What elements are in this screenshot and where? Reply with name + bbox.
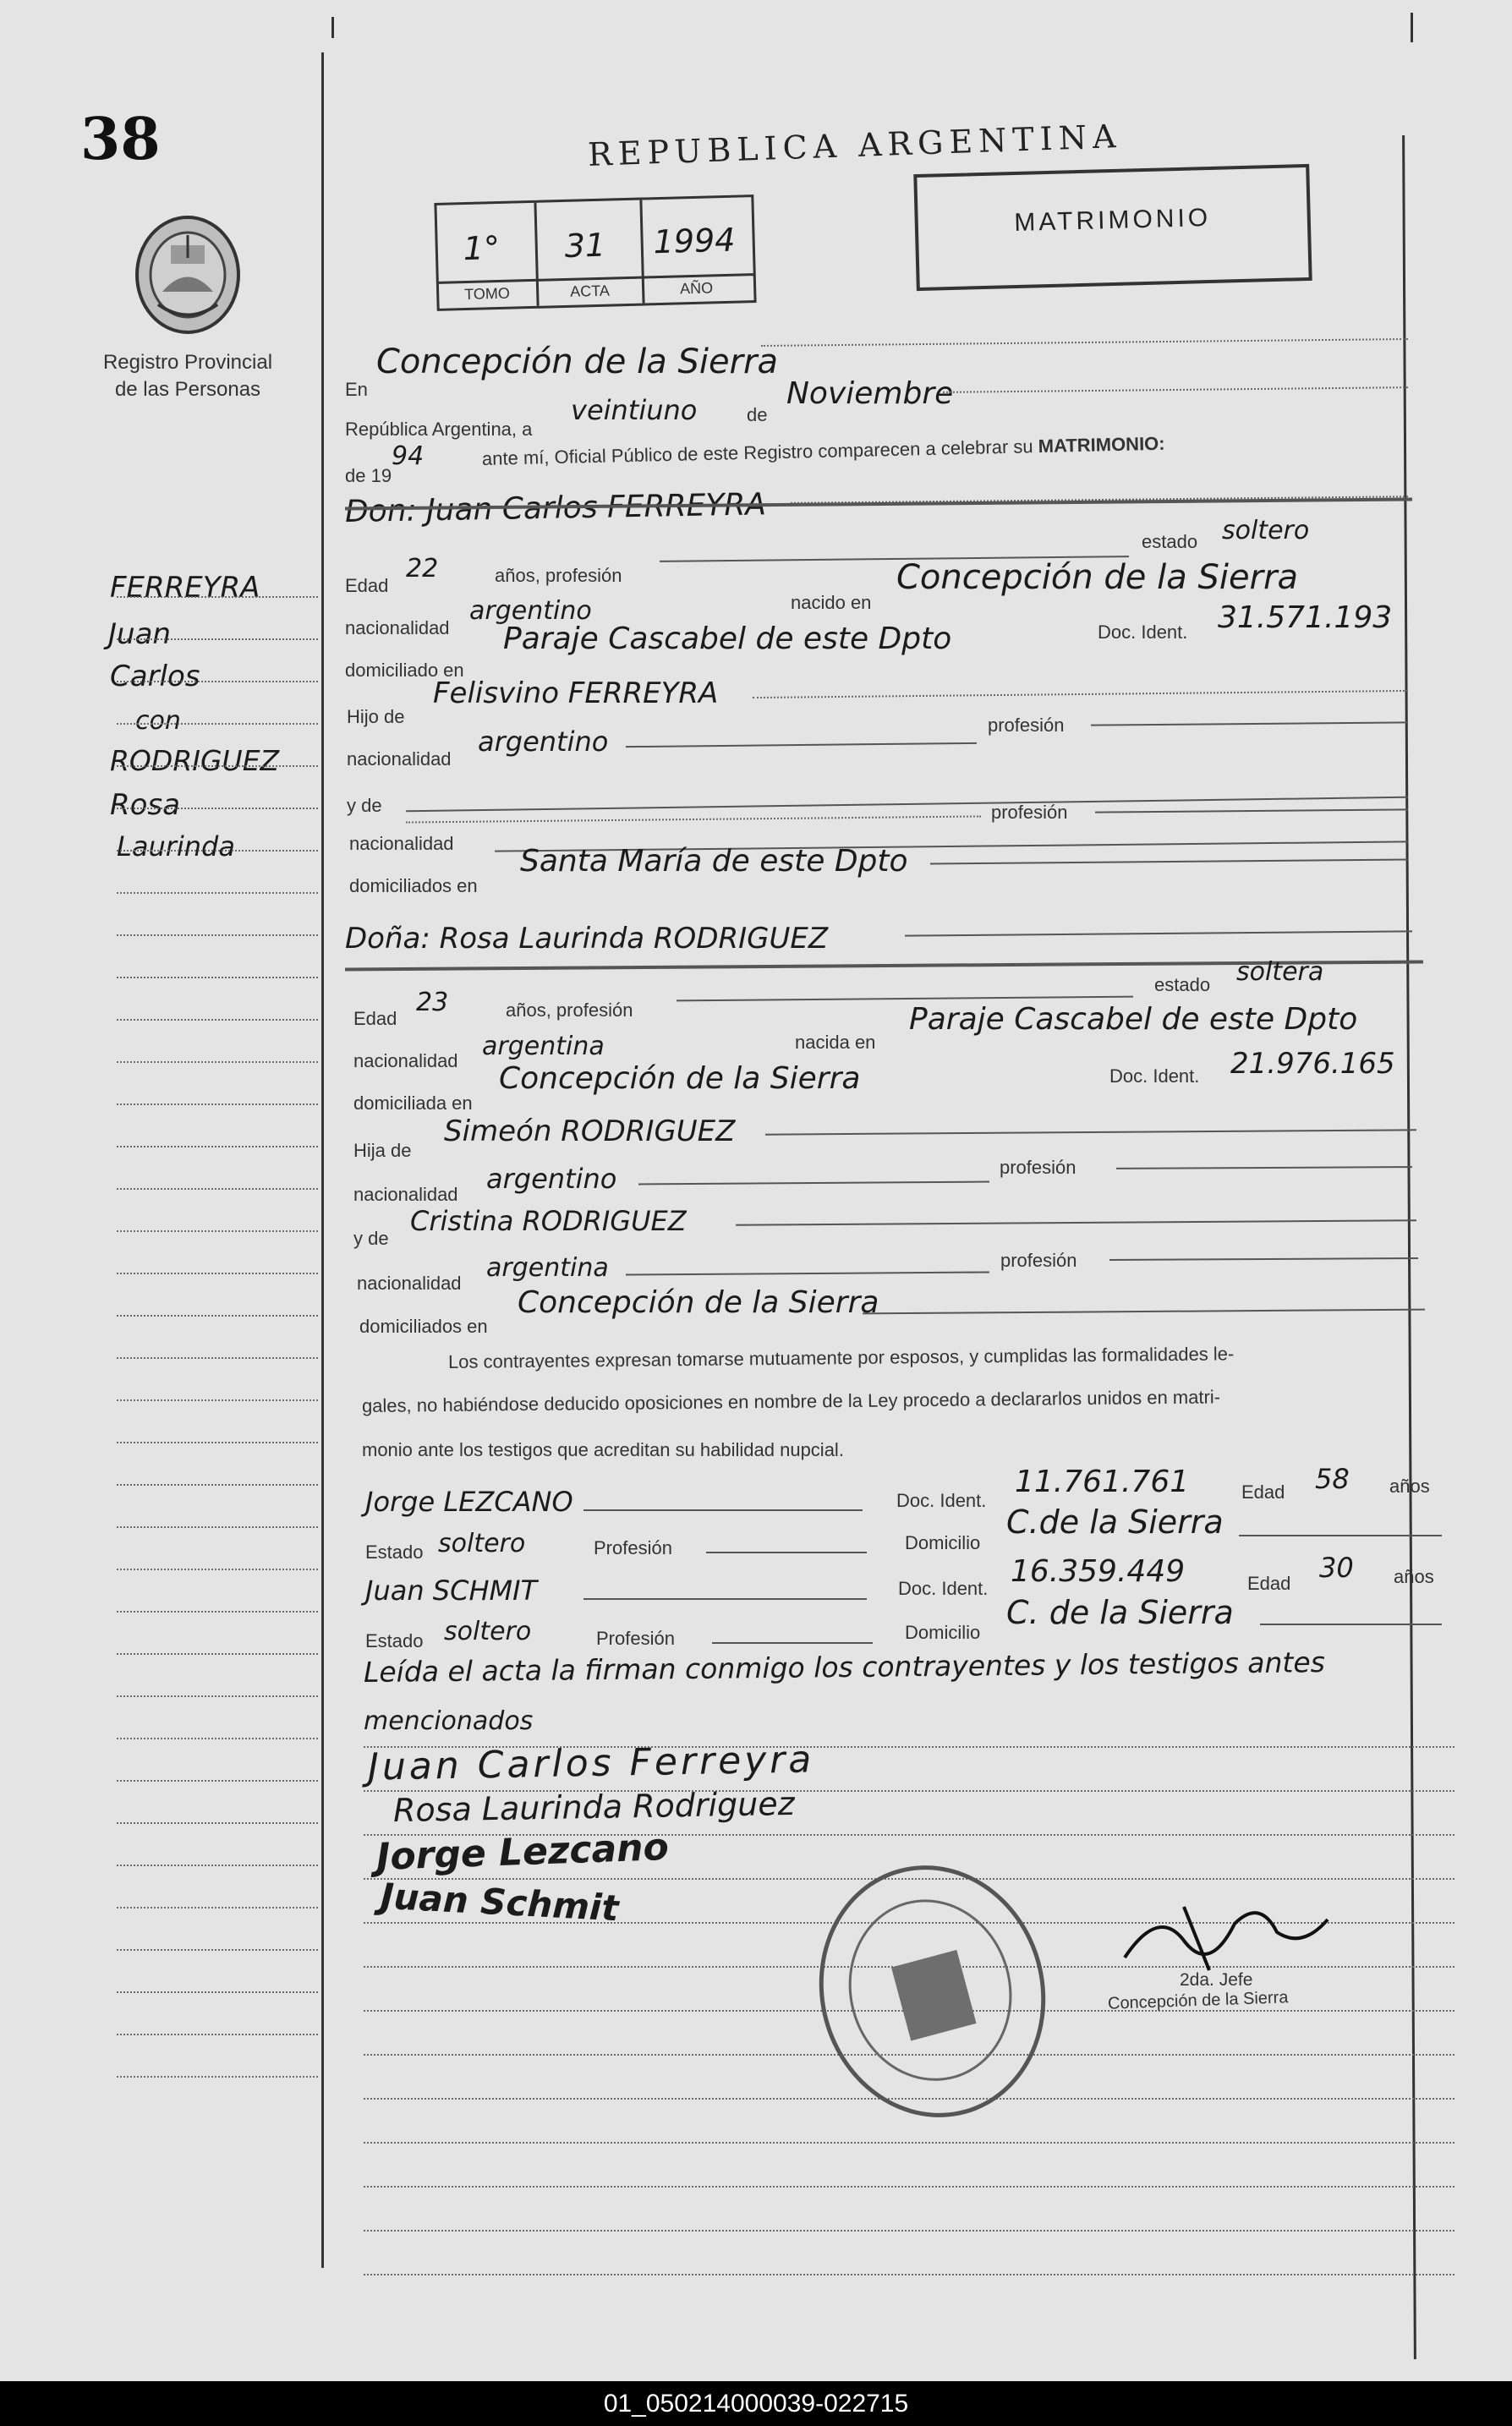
image-id-footer: 01_050214000039-022715 (0, 2381, 1512, 2426)
margin-ruled-line (117, 1822, 318, 1824)
acta-label: ACTA (569, 282, 611, 300)
margin-ruled-line (117, 1991, 318, 1993)
country-heading: REPUBLICA ARGENTINA (587, 117, 1123, 174)
label-profesion: Profesión (596, 1628, 675, 1649)
margin-ruled-line (117, 1357, 318, 1359)
label-edad: Edad (1247, 1573, 1291, 1594)
margin-name: Carlos (110, 660, 200, 693)
official-title: 2da. Jefe (1180, 1970, 1253, 1990)
label-domiciliados: domiciliados en (349, 875, 478, 896)
margin-ruled-line (117, 1611, 318, 1613)
margin-ruled-line (117, 1569, 318, 1570)
margin-ruled-line (117, 681, 318, 682)
signature: Juan Schmit (379, 1875, 620, 1930)
witness-status: soltero (438, 1529, 526, 1558)
witness-address: C.de la Sierra (1006, 1503, 1224, 1541)
label-y-de: y de (347, 795, 382, 816)
groom-age: 22 (406, 554, 439, 583)
label-de: de (747, 404, 768, 425)
witness-name: Juan SCHMIT (365, 1574, 538, 1607)
right-margin-rule (1402, 135, 1416, 2359)
doc-type: MATRIMONIO (1013, 203, 1212, 238)
margin-ruled-line (117, 723, 318, 725)
tomo-label: TOMO (463, 284, 511, 304)
closing-line1: Leída el acta la firman conmigo los contrayentes y los testigos antes (363, 1646, 1326, 1689)
margin-ruled-line (117, 1484, 318, 1486)
label-estado: Estado (365, 1542, 424, 1563)
label-anos-profesion: años, profesión (495, 565, 622, 586)
groom-birthplace: Concepción de la Sierra (896, 558, 1298, 597)
margin-name: Rosa (110, 788, 180, 822)
label-edad: Edad (353, 1008, 397, 1029)
tomo-value: 1° (463, 228, 501, 268)
closing-line2: mencionados (364, 1706, 534, 1736)
left-margin-rule (321, 52, 324, 2268)
declaration-line1: Los contrayentes expresan tomarse mutuamente por esposos, y cumplidas las formalidades le- (447, 1343, 1235, 1372)
signature: Juan Carlos Ferreyra (367, 1738, 815, 1789)
label-profesion: Profesión (594, 1537, 672, 1558)
label-profesion: profesión (991, 802, 1068, 823)
margin-ruled-line (117, 850, 318, 852)
witness-doc: 11.761.761 (1015, 1465, 1190, 1499)
groom-father: Felisvino FERREYRA (433, 676, 719, 710)
label-nacionalidad: nacionalidad (347, 748, 452, 769)
label-nacionalidad: nacionalidad (345, 617, 450, 638)
margin-ruled-line (117, 1695, 318, 1697)
bride-age: 23 (416, 988, 449, 1017)
groom-parents-address: Santa María de este Dpto (520, 844, 908, 879)
bride-doc: 21.976.165 (1230, 1047, 1395, 1081)
ceremony-month: Noviembre (786, 376, 954, 411)
groom-address: Paraje Cascabel de este Dpto (503, 622, 952, 656)
label-year: de 19 (345, 465, 392, 486)
body-ruled-line (364, 2274, 1454, 2275)
margin-ruled-line (117, 1738, 318, 1739)
label-doc: Doc. Ident. (896, 1490, 987, 1511)
margin-ruled-line (117, 934, 318, 936)
declaration-line3: monio ante los testigos que acreditan su habilidad nupcial. (362, 1439, 844, 1460)
label-nacido: nacido en (791, 592, 872, 613)
margin-ruled-line (117, 1019, 318, 1021)
label-nacionalidad: nacionalidad (353, 1050, 458, 1071)
label-nacionalidad: nacionalidad (353, 1184, 458, 1205)
margin-ruled-line (117, 1399, 318, 1401)
official-signature-icon (1108, 1890, 1336, 1983)
witness-age: 30 (1319, 1552, 1354, 1584)
label-estado: estado (1142, 531, 1198, 552)
bride-status: soltera (1236, 957, 1324, 987)
ceremony-day: veintiuno (571, 394, 698, 426)
margin-ruled-line (117, 1780, 318, 1782)
ceremony-place: Concepción de la Sierra (376, 342, 778, 381)
margin-ruled-line (117, 1146, 318, 1147)
witness-age: 58 (1315, 1463, 1350, 1495)
margin-ruled-line (117, 2034, 318, 2035)
margin-ruled-line (117, 808, 318, 809)
margin-ruled-line (117, 1949, 318, 1951)
binding-mark (331, 17, 334, 38)
label-nacida: nacida en (795, 1032, 876, 1053)
margin-ruled-line (117, 1230, 318, 1232)
margin-ruled-line (117, 1061, 318, 1063)
label-profesion: profesión (1000, 1250, 1077, 1271)
label-y-de: y de (353, 1228, 389, 1249)
label-domiciliada: domiciliada en (353, 1093, 473, 1114)
margin-ruled-line (117, 1273, 318, 1274)
groom-status: soltero (1222, 516, 1310, 545)
margin-name: Laurinda (117, 830, 235, 863)
margin-ruled-line (117, 1907, 318, 1908)
margin-ruled-line (117, 892, 318, 894)
declaration-line2: gales, no habiéndose deducido oposiciones en nombre de la Ley procedo a declararlos unidos en matri- (361, 1386, 1221, 1416)
signature: Rosa Laurinda Rodriguez (392, 1784, 795, 1830)
body-ruled-line (364, 2142, 1454, 2144)
intro-sentence: ante mí, Oficial Público de este Registro comparecen a celebrar su MATRIMONIO: (481, 432, 1165, 469)
groom-father-nationality: argentino (478, 726, 609, 758)
margin-name: RODRIGUEZ (110, 744, 280, 777)
label-edad: Edad (345, 575, 389, 596)
margin-ruled-line (117, 1653, 318, 1655)
bride-address: Concepción de la Sierra (499, 1061, 861, 1096)
witness-doc: 16.359.449 (1011, 1554, 1186, 1589)
tomo-acta-ano-box (434, 194, 756, 311)
label-domiciliado: domiciliado en (345, 660, 464, 681)
bride-father: Simeón RODRIGUEZ (444, 1114, 736, 1148)
label-estado: estado (1154, 974, 1211, 995)
binding-mark (1411, 13, 1413, 42)
margin-ruled-line (117, 1526, 318, 1528)
label-doc: Doc. Ident. (1109, 1065, 1200, 1087)
bride-name: Doña: Rosa Laurinda RODRIGUEZ (345, 922, 829, 956)
margin-ruled-line (117, 1442, 318, 1443)
margin-name: FERREYRA (110, 571, 260, 605)
margin-name: Juan (108, 617, 171, 651)
groom-nationality: argentino (469, 596, 592, 626)
label-doc: Doc. Ident. (898, 1578, 989, 1599)
witness-name: Jorge LEZCANO (365, 1486, 573, 1518)
provincial-shield-icon (129, 211, 247, 338)
ceremony-year: 94 (392, 441, 425, 471)
label-nacionalidad: nacionalidad (357, 1273, 462, 1294)
margin-ruled-line (117, 765, 318, 767)
ano-value: 1994 (653, 221, 736, 261)
doc-type-box (913, 164, 1312, 291)
registry-line1: Registro Provincial (102, 351, 273, 374)
bride-father-nationality: argentino (486, 1163, 617, 1195)
label-edad: Edad (1241, 1481, 1285, 1503)
witness-status: soltero (444, 1617, 532, 1646)
acta-value: 31 (564, 226, 606, 265)
label-estado: Estado (365, 1630, 424, 1651)
label-domiciliados: domiciliados en (359, 1316, 488, 1337)
signature: Jorge Lezcano (375, 1825, 670, 1880)
margin-ruled-line (117, 638, 318, 640)
label-anos-profesion: años, profesión (506, 999, 633, 1021)
margin-ruled-line (117, 1188, 318, 1190)
label-republica: República Argentina, a (345, 419, 533, 440)
margin-name: con (135, 706, 181, 736)
margin-ruled-line (117, 1315, 318, 1317)
official-place: Concepción de la Sierra (1107, 1988, 1289, 2013)
bride-nationality: argentina (482, 1032, 605, 1061)
ano-label: AÑO (679, 279, 714, 298)
margin-ruled-line (117, 2076, 318, 2078)
body-ruled-line (364, 2230, 1454, 2232)
label-doc: Doc. Ident. (1098, 622, 1188, 643)
label-anos: años (1389, 1476, 1430, 1497)
label-profesion: profesión (988, 715, 1065, 736)
bride-mother-nationality: argentina (486, 1253, 609, 1283)
margin-ruled-line (117, 596, 318, 598)
label-nacionalidad: nacionalidad (349, 833, 454, 854)
margin-ruled-line (117, 977, 318, 978)
margin-ruled-line (117, 1103, 318, 1105)
witness-address: C. de la Sierra (1006, 1594, 1234, 1631)
bride-birthplace: Paraje Cascabel de este Dpto (909, 1002, 1358, 1037)
page-number: 38 (80, 106, 161, 173)
registry-line2: de las Personas (114, 378, 261, 401)
label-domicilio: Domicilio (905, 1622, 981, 1643)
label-profesion: profesión (1000, 1157, 1076, 1178)
margin-ruled-line (117, 1865, 318, 1866)
label-domicilio: Domicilio (905, 1532, 981, 1553)
body-ruled-line (364, 2186, 1454, 2188)
bride-parents-address: Concepción de la Sierra (518, 1285, 879, 1320)
groom-name: Don: Juan Carlos FERREYRA (344, 487, 767, 529)
label-en: En (345, 379, 368, 400)
groom-doc: 31.571.193 (1218, 600, 1393, 635)
label-hijo: Hijo de (347, 706, 405, 727)
bride-mother: Cristina RODRIGUEZ (410, 1205, 687, 1237)
label-hija: Hija de (353, 1140, 412, 1161)
label-anos: años (1394, 1566, 1434, 1587)
